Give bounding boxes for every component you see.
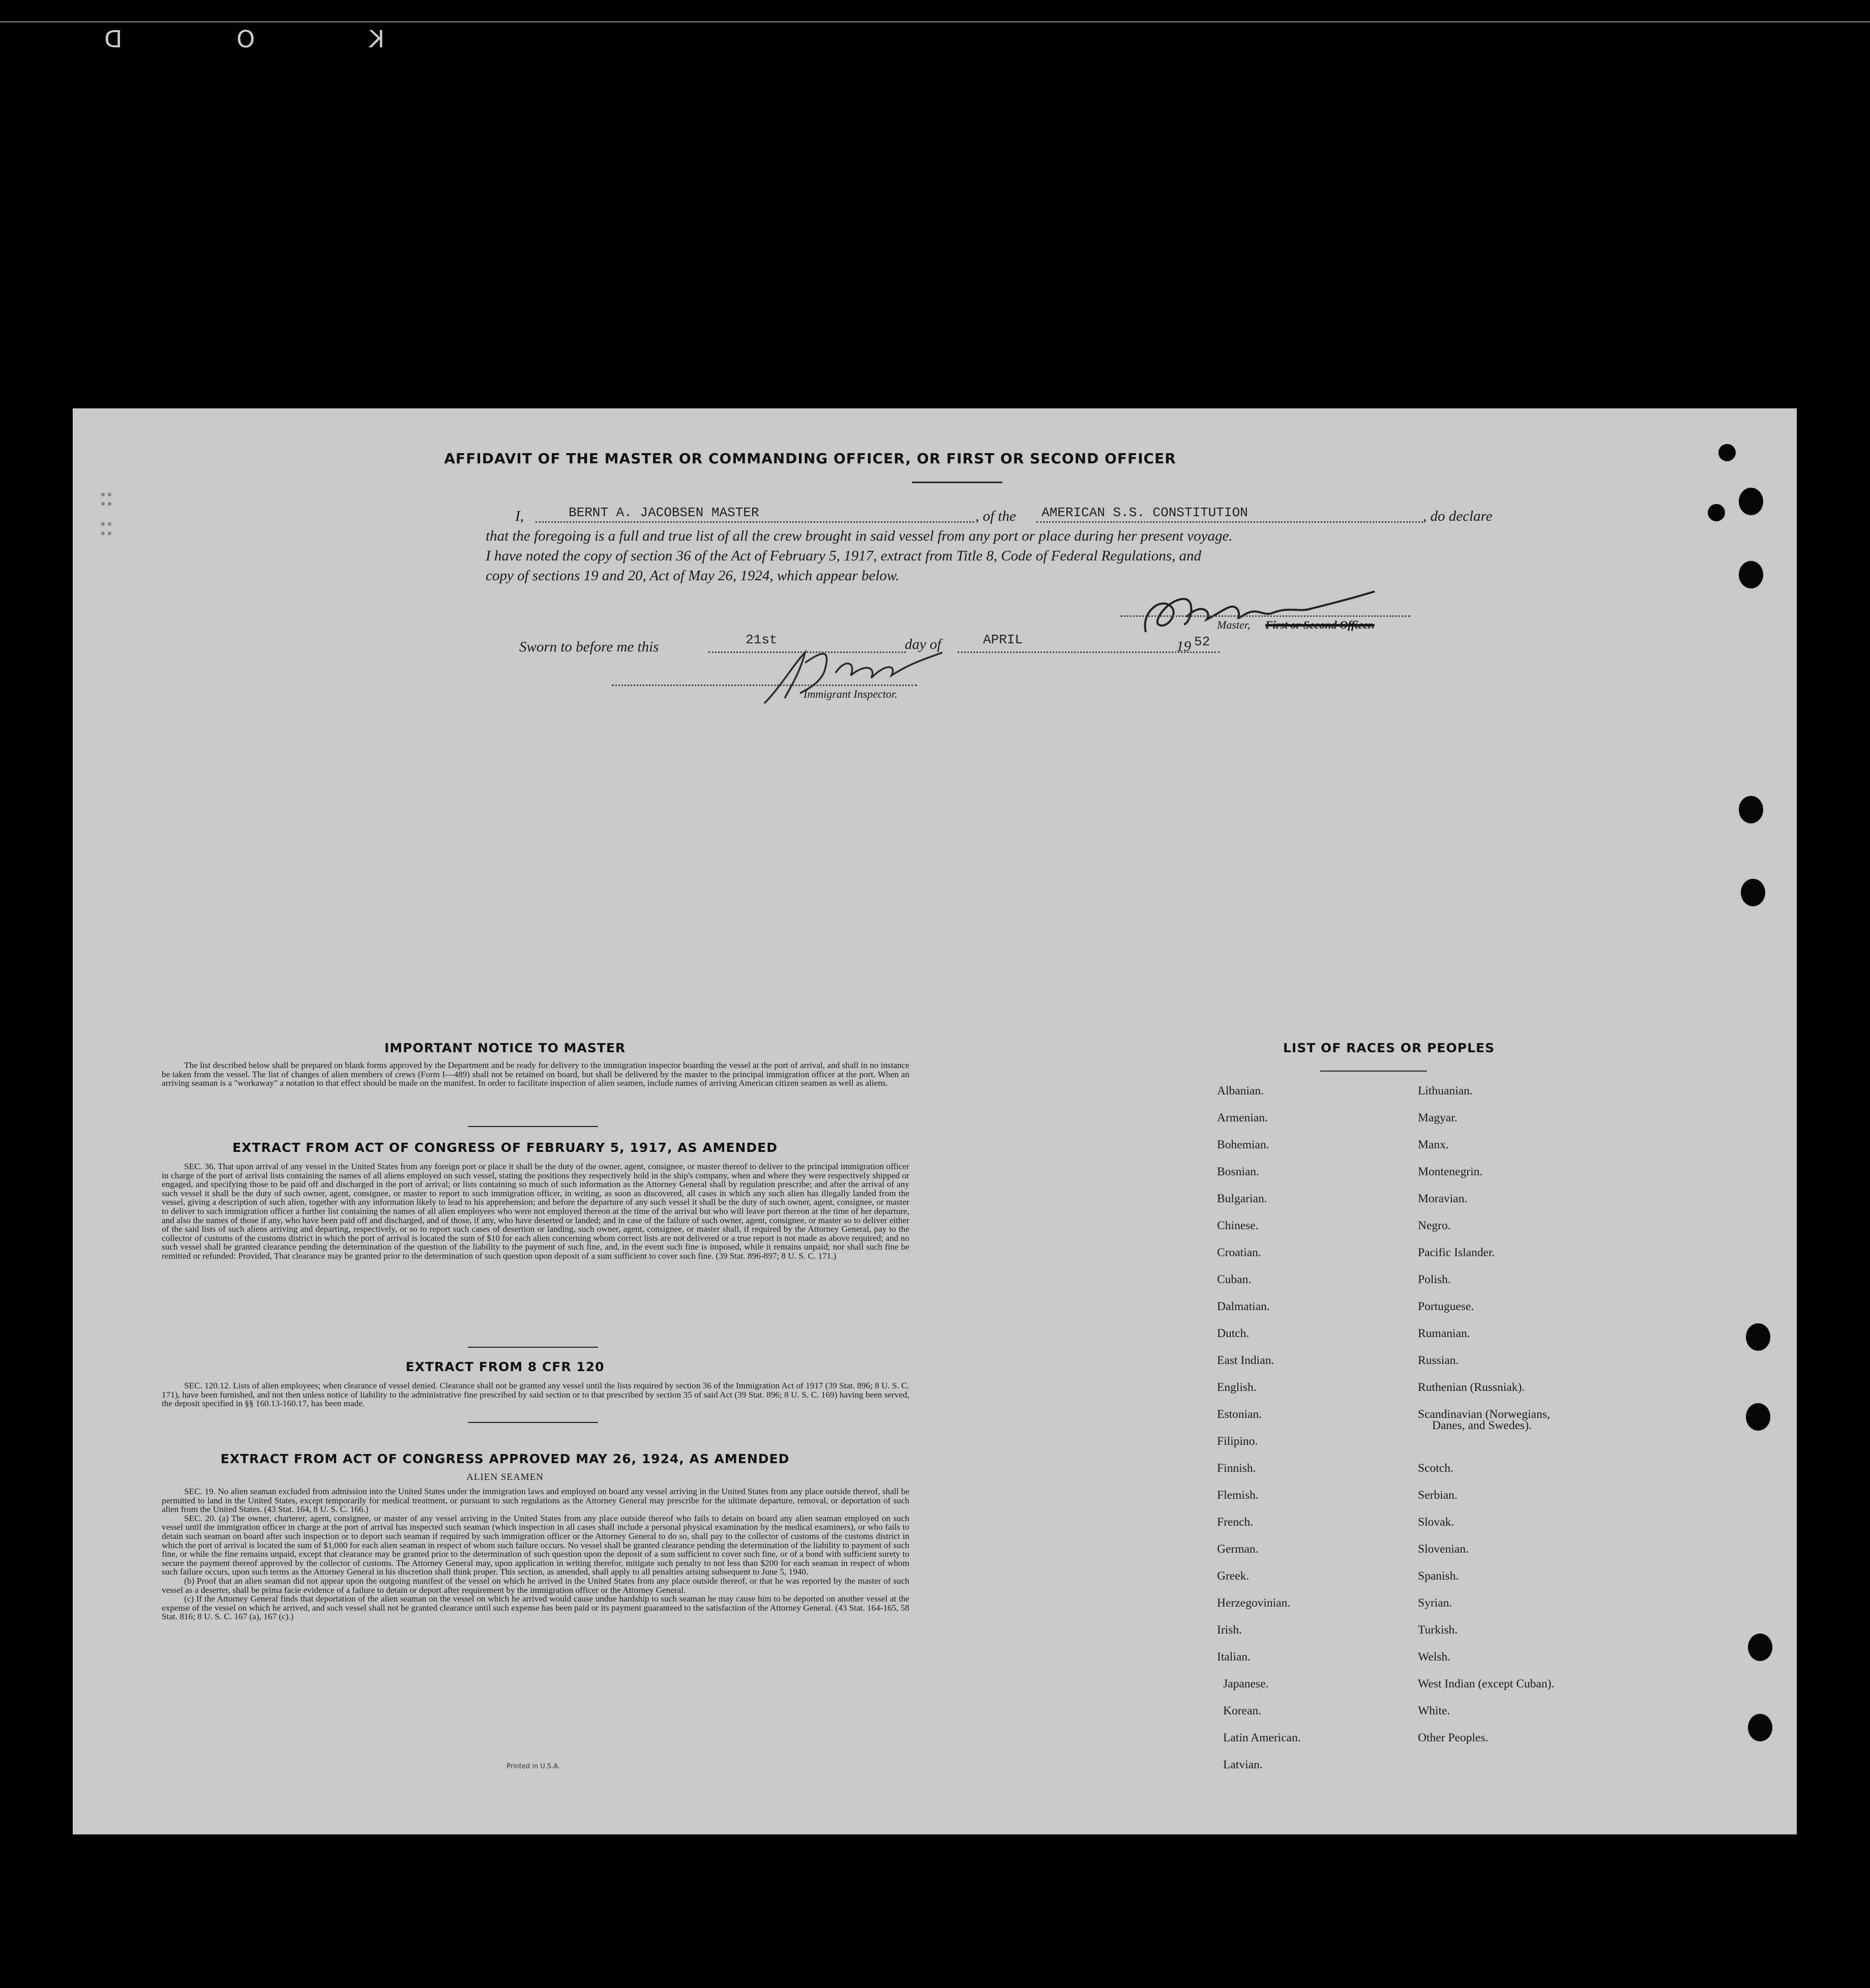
section-20b-text: (b) Proof that an alien seaman did not appear upon the outgoing manifest of the vessel on which he arrived in the United States from any place outside thereof, or that he was reported by the master of such vessel as a deserter, shall be prima facie evidence of a failure to detain or deport after requirement by the immigration officer or the Attorney General.: [162, 1576, 909, 1595]
race-item: Albanian.: [1217, 1084, 1264, 1097]
master-signature-line: [1120, 615, 1410, 617]
affidavit-title: AFFIDAVIT OF THE MASTER OR COMMANDING OFFICER, OR FIRST OR SECOND OFFICER: [444, 450, 1176, 467]
master-label: Master,: [1217, 618, 1251, 631]
race-item: Negro.: [1418, 1219, 1451, 1232]
sworn-year: 52: [1194, 634, 1210, 649]
do-declare-label: , do declare: [1423, 508, 1493, 524]
race-item: Rumanian.: [1418, 1327, 1470, 1340]
race-item: Slovak.: [1418, 1516, 1455, 1529]
affidavit-line-2: that the foregoing is a full and true list of all the crew brought in said vessel from any port or place during her present voyage.: [486, 528, 1233, 544]
race-item: Montenegrin.: [1418, 1165, 1483, 1178]
struck-officer-label: First or Second Officer.: [1265, 618, 1375, 631]
extract-1917-title: EXTRACT FROM ACT OF CONGRESS OF FEBRUARY 5, 1917, AS AMENDED: [232, 1140, 778, 1155]
alien-seamen-subtitle: ALIEN SEAMEN: [466, 1472, 544, 1482]
notice-body: [162, 1061, 909, 1088]
race-item: Lithuanian.: [1418, 1084, 1473, 1097]
race-item: Dalmatian.: [1217, 1300, 1270, 1313]
race-item: Welsh.: [1418, 1650, 1451, 1664]
vessel-line: [1036, 521, 1423, 523]
race-item: Portuguese.: [1418, 1300, 1474, 1313]
race-item: Croatian.: [1217, 1246, 1261, 1259]
race-item: English.: [1217, 1381, 1257, 1394]
sworn-day: 21st: [746, 632, 778, 647]
document-page: [73, 408, 1797, 1834]
race-item: Flemish.: [1217, 1489, 1259, 1502]
race-item: Bosnian.: [1217, 1165, 1259, 1178]
inspector-label: Immigrant Inspector.: [804, 688, 898, 700]
notice-text: The list described below shall be prepared on blank forms approved by the Department and be ready for delivery to the immigration inspector boarding the vessel at the port of arrival, and shall in no instance be taken from the vessel. The list of changes of alien members of crews (Form I—489) shall not be retained on board, but shall be delivered by the master to the principal immigration officer at the port. When an arriving seaman is a "workaway" a notation to that effect should be made on the manifest. In order to facilitate inspection of alien seamen, include names of arriving American citizen seamen as well as aliens.: [162, 1060, 909, 1088]
punch-hole: [1739, 488, 1763, 515]
race-item-continuation: Danes, and Swedes).: [1432, 1419, 1532, 1432]
race-item: Bohemian.: [1217, 1138, 1269, 1151]
race-item: Pacific Islander.: [1418, 1246, 1495, 1259]
section-120-text: SEC. 120.12. Lists of alien employees; when clearance of vessel denied. Clearance shall not be granted any vessel until the lists required by section 36 of the Immigration Act of 1917 (39 Stat. 896; 8 U. S. C. 171), have been furnished, and not then unless notice of liability to the administrative fine prescribed by said section or to that prescribed by section 35 of said Act (39 Stat. 896; 8 U. S. C. 169) having been served, the deposit specified in §§ 160.13-160.17, has been made.: [162, 1381, 909, 1409]
divider: [468, 1126, 598, 1127]
race-item: Filipino.: [1217, 1435, 1258, 1448]
race-item: Ruthenian (Russniak).: [1418, 1381, 1525, 1394]
race-item: Finnish.: [1217, 1462, 1256, 1475]
race-item: Japanese.: [1223, 1677, 1269, 1690]
extract-1917-body: [162, 1162, 909, 1261]
divider: [1320, 1071, 1427, 1072]
race-item: French.: [1217, 1516, 1254, 1529]
inspector-signature: [749, 632, 978, 714]
race-item: Polish.: [1418, 1273, 1451, 1286]
race-item: Armenian.: [1217, 1111, 1268, 1124]
inspector-signature-line: [612, 685, 917, 686]
race-item: Scandinavian (Norwegians,: [1418, 1408, 1550, 1421]
race-item: Other Peoples.: [1418, 1731, 1489, 1744]
section-20c-text: (c) If the Attorney General finds that deportation of the alien seaman on the vessel on which he arrived would cause undue hardship to such seaman he may cause him to be deported on another vessel at the expense of the vessel on which he arrived, and such vessel shall not be granted clearance until such expense has been paid or its payment guaranteed to the satisfaction of the Attorney General. (43 Stat. 164-165, 58 Stat. 816; 8 U. S. C. 167 (a), 167 (c).): [162, 1594, 909, 1622]
race-item: Dutch.: [1217, 1327, 1250, 1340]
race-item: German.: [1217, 1542, 1259, 1556]
master-name: BERNT A. JACOBSEN MASTER: [569, 505, 759, 520]
race-item: Herzegovinian.: [1217, 1596, 1291, 1610]
master-signature: [1136, 581, 1461, 647]
year-prefix: 19: [1176, 638, 1191, 655]
punch-hole: [1739, 561, 1763, 588]
film-edge-line: [0, 21, 1870, 22]
races-title: LIST OF RACES OR PEOPLES: [1283, 1041, 1495, 1055]
punch-hole: [1746, 1403, 1770, 1431]
race-item: Chinese.: [1217, 1219, 1259, 1232]
race-item: Magyar.: [1418, 1111, 1458, 1124]
race-item: Latvian.: [1223, 1758, 1263, 1771]
notice-title: IMPORTANT NOTICE TO MASTER: [384, 1041, 626, 1055]
punch-hole: [1739, 796, 1763, 823]
sworn-label: Sworn to before me this: [519, 639, 659, 655]
race-item: Syrian.: [1418, 1596, 1452, 1610]
race-item: Bulgarian.: [1217, 1192, 1267, 1205]
punch-hole: [1741, 879, 1765, 906]
punch-hole: [1748, 1714, 1772, 1741]
race-item: Cuban.: [1217, 1273, 1252, 1286]
race-item: Estonian.: [1217, 1408, 1262, 1421]
of-the-label: , of the: [975, 508, 1016, 524]
film-code: K O D: [51, 25, 385, 53]
extract-1924-title: EXTRACT FROM ACT OF CONGRESS APPROVED MAY 26, 1924, AS AMENDED: [220, 1451, 790, 1466]
section-19-text: SEC. 19. No alien seaman excluded from admission into the United States under the immigration laws and employed on board any vessel arriving in the United States from any place outside thereof, shall be permitted to land in the United States, except temporarily for medical treatment, or pursuant to such regulations as the Attorney General may prescribe for the ultimate departure, removal, or deportation of such alien from the United States. (43 Stat. 164, 8 U. S. C. 166.): [162, 1487, 909, 1515]
faint-mark: ⁚⁚: [100, 519, 113, 540]
affidavit-line-3: I have noted the copy of section 36 of the Act of February 5, 1917, extract from Title 8, Code of Federal Regulations, and: [486, 548, 1202, 564]
faint-mark: ⁚⁚: [100, 490, 113, 510]
punch-hole: [1746, 1323, 1770, 1351]
race-item: Latin American.: [1223, 1731, 1301, 1744]
race-item: Korean.: [1223, 1704, 1262, 1717]
name-line: [536, 521, 974, 523]
race-item: Moravian.: [1418, 1192, 1468, 1205]
race-item: Greek.: [1217, 1569, 1250, 1583]
race-item: West Indian (except Cuban).: [1418, 1677, 1555, 1690]
punch-hole: [1718, 444, 1736, 461]
section-36-text: SEC. 36. That upon arrival of any vessel in the United States from any foreign port or place it shall be the duty of the owner, agent, consignee, or master thereof to deliver to the principal immigration officer in charge of the port of arrival lists containing the names of all aliens employed on such vessel, stating the positions they respectively hold in the ship's company, when and where they were respectively shipped or engaged, and specifying those to be paid off and discharged in the port of arrival; or lists containing so much of such information as the Attorney General shall by regulation prescribe; and after the arrival of any such vessel it shall be the duty of such owner, agent, consignee, or master to report to such immigration officer, in writing, as soon as discovered, all cases in which any such alien has illegally landed from the vessel, giving a description of such alien, together with any information likely to lead to his apprehension; and before the departure of any such vessel it shall be the duty of such owner, agent, consignee, or master to deliver to such immigration officer a further list containing the names of all alien employees who were not employed thereon at the time of the arrival but who will leave port thereon at the time of her departure, and also the names of those if any, who have been paid off and discharged, and of those, if any, who have deserted or landed; and in case of the failure of such owner, agent, consignee, or master so to deliver either of the said lists of such aliens arriving and departing, respectively, or so to report such cases of desertion or landing, such owner, agent, consignee, or master shall, if required by the Attorney General, pay to the collector of customs of the customs district in which the port of arrival is located the sum of $10 for each alien concerning whom correct lists are not delivered or a true report is not made as above required; and no such vessel shall be granted clearance pending the determination of the question of the liability to the payment of such fine, and, in the event such fine is imposed, while it remains unpaid; nor shall such fine be remitted or refunded: Provided, That clearance may be granted prior to the determination of such question upon deposit of a sum sufficient to cover such fine. (39 Stat. 896-897; 8 U. S. C. 171.): [162, 1162, 909, 1261]
race-item: Russian.: [1418, 1354, 1459, 1367]
printed-in-usa: Printed in U.S.A.: [507, 1763, 560, 1770]
race-item: Spanish.: [1418, 1569, 1459, 1583]
race-item: Italian.: [1217, 1650, 1251, 1664]
extract-cfr-body: [162, 1381, 909, 1408]
extract-cfr-title: EXTRACT FROM 8 CFR 120: [405, 1359, 605, 1374]
i-label: I,: [515, 508, 524, 524]
punch-hole: [1748, 1634, 1772, 1661]
race-item: Slovenian.: [1418, 1542, 1469, 1556]
section-20a-text: SEC. 20. (a) The owner, charterer, agent, consignee, or master of any vessel arriving in the United States from any place outside thereof who fails to detain on board any alien seaman employed on such vessel until the immigration officer in charge at the port of arrival has inspected such seaman (which inspection in all cases shall include a personal physical examination by the medical examiners), or who fails to detain such seaman on board after such inspection or to deport such seaman if required by such immigration officer or the Attorney General to do so, shall pay to the collector of customs of the customs district in which the port of arrival is located the sum of $1,000 for each alien seaman in respect of whom such failure occurs. No vessel shall be granted clearance pending the determination of the liability to payment of such fine, or while the fine remains unpaid, except that clearance may be granted prior to the determination of such question upon the deposit of a sum sufficient to cover such fine, or of a bond with sufficient surety to secure the payment thereof approved by the collector of customs. The Attorney General may, upon application in writing therefor, mitigate such penalty to not less than $200 for each seaman in respect of whom such failure occurs, upon such terms as the Attorney General in his discretion shall think proper. This section, as amended, shall apply to all penalties arising subsequent to June 5, 1940.: [162, 1513, 909, 1577]
race-item: White.: [1418, 1704, 1450, 1717]
divider: [468, 1347, 598, 1348]
race-item: Manx.: [1418, 1138, 1449, 1151]
race-item: Turkish.: [1418, 1623, 1458, 1637]
vessel-name: AMERICAN S.S. CONSTITUTION: [1042, 505, 1248, 520]
race-item: East Indian.: [1217, 1354, 1274, 1367]
sworn-month: APRIL: [983, 632, 1023, 647]
race-item: Scotch.: [1418, 1462, 1453, 1475]
affidavit-line-4: copy of sections 19 and 20, Act of May 26, 1924, which appear below.: [486, 568, 900, 584]
title-rule: [912, 482, 1002, 483]
race-item: Serbian.: [1418, 1489, 1458, 1502]
punch-hole: [1708, 504, 1725, 521]
day-of-label: day of: [905, 636, 941, 652]
extract-1924-body: [162, 1487, 909, 1621]
race-item: Irish.: [1217, 1623, 1242, 1637]
divider: [468, 1422, 598, 1423]
